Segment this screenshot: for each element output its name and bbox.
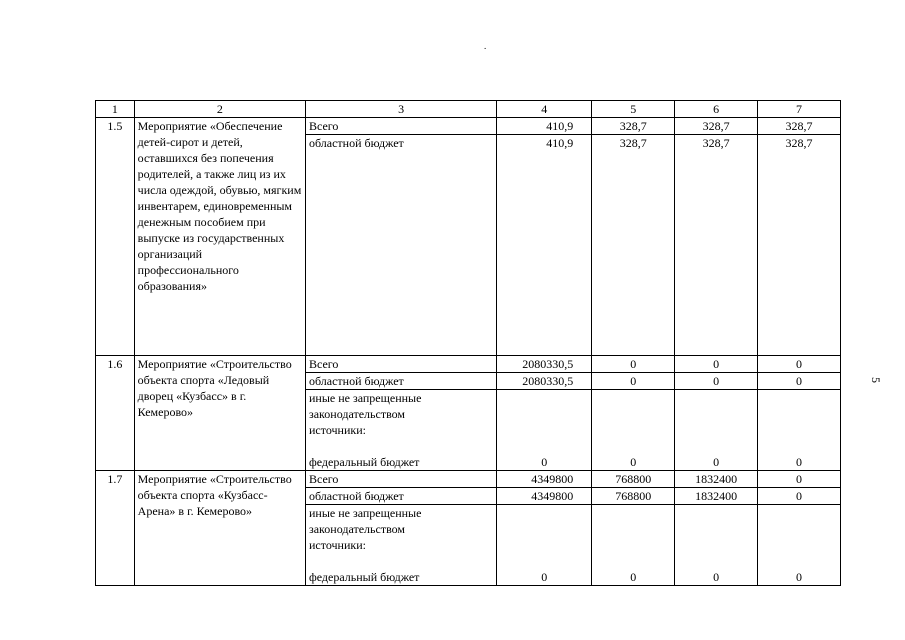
value-cell: 0 xyxy=(758,488,841,505)
value-cell: 0 xyxy=(758,373,841,390)
value-cell: 0 xyxy=(758,505,841,586)
value-cell: 0 xyxy=(758,356,841,373)
value-cell: 4349800 xyxy=(497,471,592,488)
value-cell: 768800 xyxy=(592,471,675,488)
source-label: областной бюджет xyxy=(305,488,496,505)
value-cell: 0 xyxy=(675,373,758,390)
value-cell: 1832400 xyxy=(675,471,758,488)
measure-name: Мероприятие «Строительство объекта спорта «Ледовый дворец «Кузбасс» в г. Кемерово» xyxy=(134,356,305,471)
value-cell: 0 xyxy=(497,390,592,471)
value-cell: 4349800 xyxy=(497,488,592,505)
value-cell: 328,7 xyxy=(675,135,758,356)
header-cell: 3 xyxy=(305,101,496,118)
source-label: Всего xyxy=(305,118,496,135)
header-cell: 4 xyxy=(497,101,592,118)
table-row xyxy=(96,356,841,373)
value-cell: 2080330,5 xyxy=(497,373,592,390)
table-row xyxy=(96,118,841,135)
measure-name: Мероприятие «Обеспечение детей-сирот и детей, оставшихся без попечения родителей, а также лиц из их числа одеждой, обувью, мягким инвентарем, единовременным денежным пособием при выпуске из государственных организаций профессионального образования» xyxy=(134,118,305,356)
table-row xyxy=(96,471,841,488)
top-mark: . xyxy=(484,41,487,51)
header-cell: 5 xyxy=(592,101,675,118)
value-cell: 0 xyxy=(592,390,675,471)
header-cell: 7 xyxy=(758,101,841,118)
header-cell: 2 xyxy=(134,101,305,118)
value-cell: 0 xyxy=(675,505,758,586)
source-sublabel: федеральный бюджет xyxy=(308,570,420,584)
source-label: областной бюджет xyxy=(305,373,496,390)
value-cell: 0 xyxy=(592,373,675,390)
row-number: 1.6 xyxy=(96,356,135,471)
header-cell: 6 xyxy=(675,101,758,118)
value-cell: 328,7 xyxy=(675,118,758,135)
value-cell: 0 xyxy=(758,471,841,488)
source-label: Всего xyxy=(305,356,496,373)
value-cell: 410,9 xyxy=(497,135,592,356)
source-label: областной бюджет xyxy=(305,135,496,356)
value-cell: 328,7 xyxy=(592,118,675,135)
value-cell: 328,7 xyxy=(758,118,841,135)
value-cell: 0 xyxy=(675,390,758,471)
value-cell: 328,7 xyxy=(592,135,675,356)
value-cell: 0 xyxy=(592,356,675,373)
row-number: 1.7 xyxy=(96,471,135,586)
value-cell: 0 xyxy=(758,390,841,471)
source-label-other: иные не запрещенные законодательством источники: xyxy=(308,506,422,552)
row-number: 1.5 xyxy=(96,118,135,356)
value-cell: 328,7 xyxy=(758,135,841,356)
header-cell: 1 xyxy=(96,101,135,118)
source-sublabel: федеральный бюджет xyxy=(308,455,420,469)
value-cell: 1832400 xyxy=(675,488,758,505)
value-cell: 0 xyxy=(497,505,592,586)
source-label xyxy=(305,390,496,471)
value-cell: 0 xyxy=(675,356,758,373)
source-label-other: иные не запрещенные законодательством источники: xyxy=(308,391,422,437)
value-cell: 768800 xyxy=(592,488,675,505)
page-number: 5 xyxy=(869,377,883,383)
source-label xyxy=(305,505,496,586)
budget-table xyxy=(95,100,841,586)
measure-name: Мероприятие «Строительство объекта спорта «Кузбасс-Арена» в г. Кемерово» xyxy=(134,471,305,586)
value-cell: 0 xyxy=(592,505,675,586)
value-cell: 410,9 xyxy=(497,118,592,135)
value-cell: 2080330,5 xyxy=(497,356,592,373)
table-header-row xyxy=(96,101,841,118)
source-label: Всего xyxy=(305,471,496,488)
